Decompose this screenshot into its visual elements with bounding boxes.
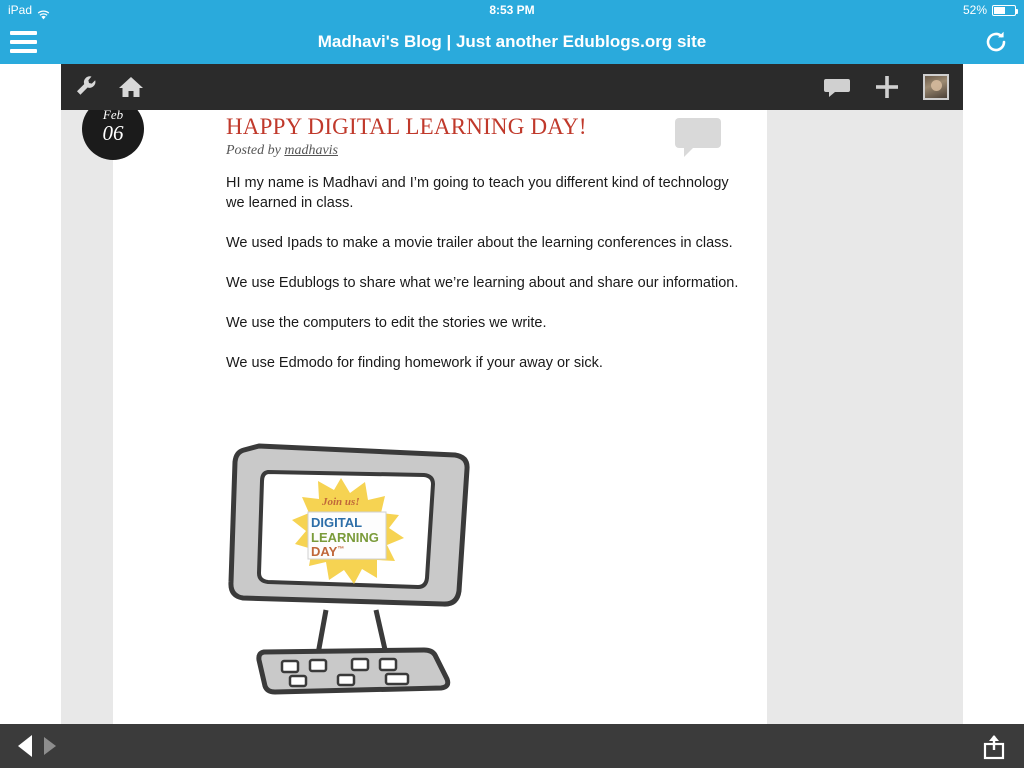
illustration-day-text: DAY™ xyxy=(311,544,345,559)
status-bar-clock: 8:53 PM xyxy=(489,3,535,17)
post-paragraph: We use the computers to edit the stories we write. xyxy=(226,315,547,331)
illustration-digital-text: DIGITAL xyxy=(311,515,363,530)
post-comment-count-bubble[interactable] xyxy=(675,118,721,148)
avatar[interactable] xyxy=(923,74,949,100)
browser-title-bar xyxy=(0,20,1024,64)
post-date-month: Feb xyxy=(102,110,124,122)
page-content-area xyxy=(61,110,963,724)
navigation-arrows xyxy=(18,724,56,768)
illustration-join-us-text: Join us! xyxy=(322,496,360,508)
admin-toolbar-right xyxy=(823,64,949,110)
left-gutter xyxy=(0,64,61,724)
post-author-link[interactable]: madhavis xyxy=(284,143,338,158)
digital-learning-day-computer-illustration xyxy=(226,430,496,710)
post-body xyxy=(226,173,746,393)
post-date-day: 06 xyxy=(102,121,124,145)
post-paragraph: HI my name is Madhavi and I’m going to teach you different kind of technology we learned in class. xyxy=(226,175,729,211)
status-bar-right xyxy=(963,0,1016,20)
illustration-learning-text: LEARNING xyxy=(311,530,379,545)
battery-percent-label: 52% xyxy=(962,3,987,17)
post-paragraph: We use Edmodo for finding homework if your away or sick. xyxy=(226,355,603,371)
reload-icon[interactable] xyxy=(984,30,1008,54)
wrench-icon[interactable] xyxy=(73,73,101,101)
right-gutter xyxy=(963,64,1024,724)
site-admin-toolbar xyxy=(61,64,963,110)
blog-column xyxy=(102,110,767,724)
plus-icon[interactable] xyxy=(873,73,901,101)
device-name: iPad xyxy=(8,3,33,17)
post-date-badge xyxy=(82,110,144,160)
post-meta-prefix: Posted by xyxy=(226,143,285,158)
post-paragraph: We used Ipads to make a movie trailer about the learning conferences in class. xyxy=(226,235,733,251)
ios-status-bar xyxy=(0,0,1024,20)
share-icon[interactable] xyxy=(982,734,1006,760)
admin-toolbar-left xyxy=(73,64,145,110)
comment-icon[interactable] xyxy=(823,73,851,101)
forward-arrow-icon[interactable] xyxy=(44,737,56,755)
post-paragraph: We use Edublogs to share what we’re learning about and share our information. xyxy=(226,275,739,291)
browser-bottom-bar xyxy=(0,724,1024,768)
post-title[interactable]: HAPPY DIGITAL LEARNING DAY! xyxy=(226,114,587,139)
post-meta xyxy=(226,143,338,159)
back-arrow-icon[interactable] xyxy=(18,735,32,757)
page-title: Madhavi's Blog | Just another Edublogs.org site xyxy=(317,32,707,51)
battery-icon xyxy=(992,5,1016,16)
home-icon[interactable] xyxy=(117,73,145,101)
